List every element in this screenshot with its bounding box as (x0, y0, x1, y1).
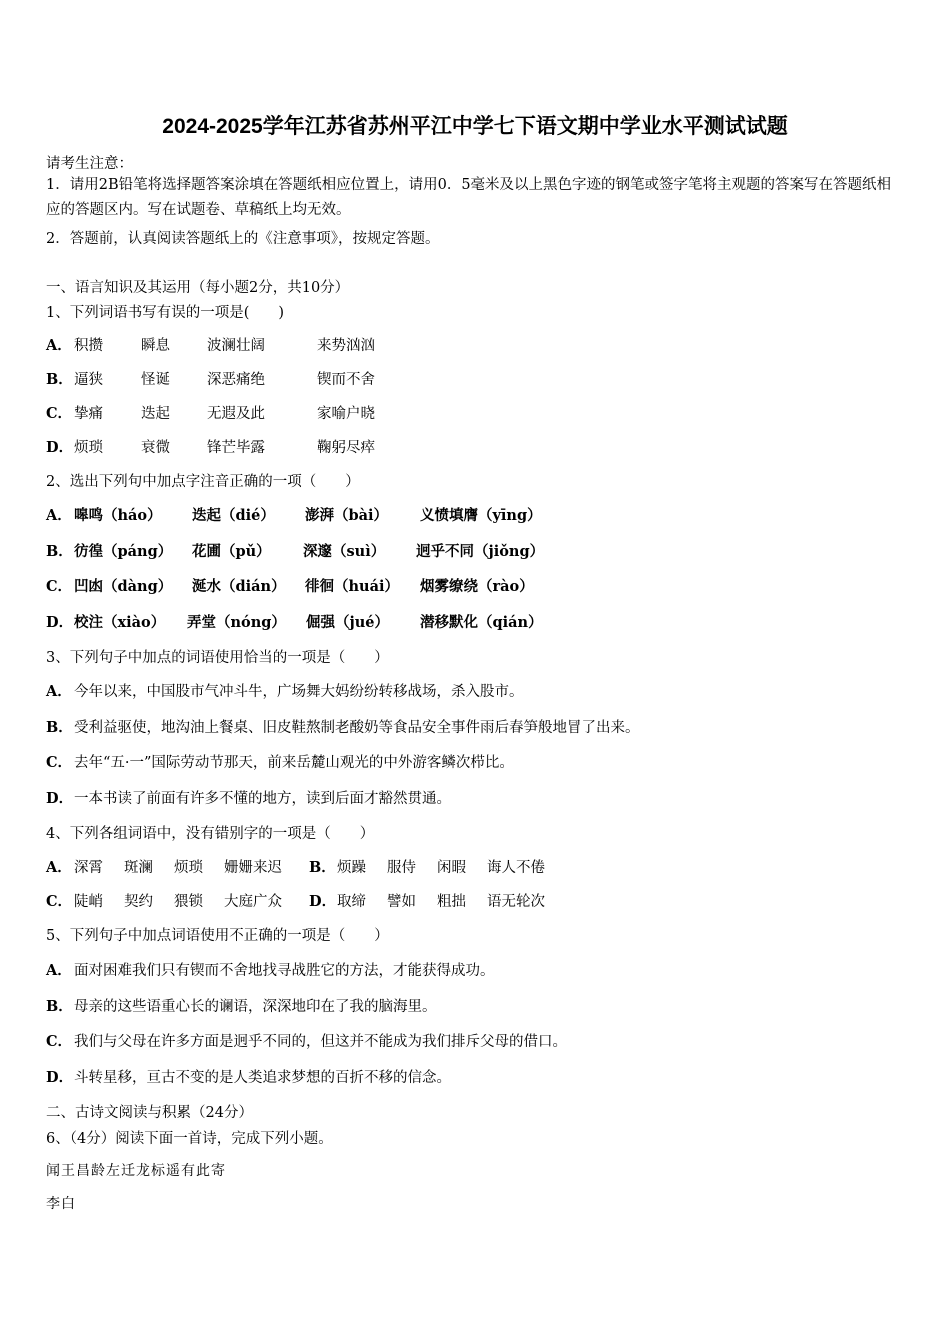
q2-option-b (46, 540, 544, 561)
word: 弄堂（nóng） (187, 614, 286, 631)
q5-option-c (46, 1030, 567, 1051)
word: 瞬息 (141, 338, 170, 354)
q1-stem: 1、下列词语书写有误的一项是( ) (46, 305, 285, 321)
q1-option-a (46, 334, 375, 355)
word: 锋芒毕露 (207, 440, 265, 456)
option-label: B． (309, 859, 336, 876)
word: 无遐及此 (207, 406, 265, 422)
q2-option-a (46, 504, 542, 525)
option-text: 一本书读了前面有许多不懂的地方，读到后面才豁然贯通。 (74, 791, 451, 807)
word: 衰微 (141, 440, 170, 456)
word: 嗥鸣（háo） (74, 507, 162, 524)
option-label: D． (309, 893, 337, 910)
notice-item-2: 2．答题前，认真阅读答题纸上的《注意事项》，按规定答题。 (46, 231, 440, 247)
word: 契约 (124, 894, 153, 910)
word: 粗拙 (437, 894, 466, 910)
word: 姗姗来迟 (224, 860, 282, 876)
word: 涎水（dián） (192, 578, 286, 595)
q1-option-b (46, 368, 375, 389)
word: 烦琐 (74, 440, 103, 456)
option-label: D． (46, 439, 74, 456)
q4-stem: 4、下列各组词语中，没有错别字的一项是（ ） (46, 826, 375, 842)
notice-item-1: 1．请用2B铅笔将选择题答案涂填在答题纸相应位置上，请用0．5毫米及以上黑色字迹的钢笔或签字笔将主观题的答案写在答题纸相应的答题区内。写在试题卷、草稿纸上均无效。 (46, 177, 892, 218)
word: 烦琐 (174, 860, 203, 876)
q3-option-b (46, 716, 640, 737)
option-label: C． (46, 893, 73, 910)
option-label: A． (46, 859, 72, 876)
word: 彷徨（páng） (74, 543, 173, 560)
word: 来势汹汹 (317, 338, 375, 354)
word: 家喻户晓 (317, 406, 375, 422)
option-text: 斗转星移，亘古不变的是人类追求梦想的百折不移的信念。 (74, 1070, 451, 1086)
word: 徘徊（huái） (305, 578, 399, 595)
word: 积攒 (74, 338, 103, 354)
word: 义愤填膺（yīng） (420, 507, 542, 524)
option-label: C． (46, 1033, 73, 1050)
word: 语无轮次 (487, 894, 545, 910)
word: 斑澜 (124, 860, 153, 876)
option-text: 去年“五·一”国际劳动节那天，前来岳麓山观光的中外游客鳞次栉比。 (74, 755, 514, 771)
word: 波澜壮阔 (207, 338, 265, 354)
word: 鞠躬尽瘁 (317, 440, 375, 456)
option-label: D． (46, 614, 74, 631)
option-label: A． (46, 507, 72, 524)
word: 烦躁 (337, 860, 366, 876)
word: 怪诞 (141, 372, 170, 388)
word: 服侍 (387, 860, 416, 876)
option-label: C． (46, 754, 73, 771)
word: 深恶痛绝 (207, 372, 265, 388)
word: 陡峭 (74, 894, 103, 910)
option-label: B． (46, 719, 73, 736)
q2-option-d (46, 611, 543, 632)
q3-option-c (46, 751, 514, 772)
q1-option-c (46, 402, 375, 423)
word: 锲而不舍 (317, 372, 375, 388)
word: 取缔 (337, 894, 366, 910)
word: 澎湃（bài） (305, 507, 389, 524)
option-text: 受利益驱使，地沟油上餐桌、旧皮鞋熬制老酸奶等食品安全事件雨后春笋般地冒了出来。 (74, 720, 640, 736)
option-label: A． (46, 962, 72, 979)
word: 烟雾缭绕（rào） (420, 578, 534, 595)
word: 校注（xiào） (74, 614, 166, 631)
word: 迥乎不同（jiǒng） (416, 543, 545, 560)
q3-stem: 3、下列句子中加点的词语使用恰当的一项是（ ） (46, 650, 389, 666)
q2-option-c (46, 575, 534, 596)
q4-row-ab (46, 856, 545, 877)
option-label: A． (46, 683, 72, 700)
q4-row-cd (46, 890, 545, 911)
word: 深霄 (74, 860, 103, 876)
section-2-heading: 二、古诗文阅读与积累（24分） (46, 1105, 253, 1121)
word: 倔强（jué） (306, 614, 390, 631)
option-text: 今年以来，中国股市气冲斗牛，广场舞大妈纷纷转移战场，杀入股市。 (74, 684, 524, 700)
q1-option-d (46, 436, 375, 457)
q2-stem: 2、选出下列句中加点字注音正确的一项（ ） (46, 474, 360, 490)
q5-stem: 5、下列句子中加点词语使用不正确的一项是（ ） (46, 928, 389, 944)
word: 猥锁 (174, 894, 203, 910)
option-label: D． (46, 790, 74, 807)
poem-author: 李白 (46, 1196, 76, 1212)
q5-option-b (46, 995, 437, 1016)
section-1-heading: 一、语言知识及其运用（每小题2分，共10分） (46, 280, 350, 296)
q3-option-a (46, 680, 524, 701)
word: 挚痛 (74, 406, 103, 422)
word: 大庭广众 (224, 894, 282, 910)
option-text: 我们与父母在许多方面是迥乎不同的，但这并不能成为我们排斥父母的借口。 (74, 1034, 567, 1050)
option-label: D． (46, 1069, 74, 1086)
word: 花圃（pǔ） (192, 543, 271, 560)
word: 潜移默化（qián） (420, 614, 543, 631)
q5-option-a (46, 959, 495, 980)
option-label: B． (46, 543, 73, 560)
option-label: B． (46, 371, 73, 388)
word: 逼狭 (74, 372, 103, 388)
notice-heading: 请考生注意： (46, 156, 133, 172)
option-label: C． (46, 405, 73, 422)
word: 迭起（dié） (192, 507, 275, 524)
option-label: A． (46, 337, 72, 354)
option-text: 母亲的这些语重心长的谰语，深深地印在了我的脑海里。 (74, 999, 437, 1015)
q6-stem: 6、（4分）阅读下面一首诗，完成下列小题。 (46, 1131, 333, 1147)
word: 凹凼（dàng） (74, 578, 173, 595)
word: 闲暇 (437, 860, 466, 876)
word: 诲人不倦 (487, 860, 545, 876)
poem-title: 闻王昌龄左迁龙标遥有此寄 (46, 1163, 226, 1179)
option-label: C． (46, 578, 73, 595)
q3-option-d (46, 787, 451, 808)
option-label: B． (46, 998, 73, 1015)
q5-option-d (46, 1066, 451, 1087)
word: 深邃（suì） (303, 543, 386, 560)
option-text: 面对困难我们只有锲而不舍地找寻战胜它的方法，才能获得成功。 (74, 963, 495, 979)
page-title: 2024-2025学年江苏省苏州平江中学七下语文期中学业水平测试试题 (162, 115, 788, 138)
word: 譬如 (387, 894, 416, 910)
word: 迭起 (141, 406, 170, 422)
